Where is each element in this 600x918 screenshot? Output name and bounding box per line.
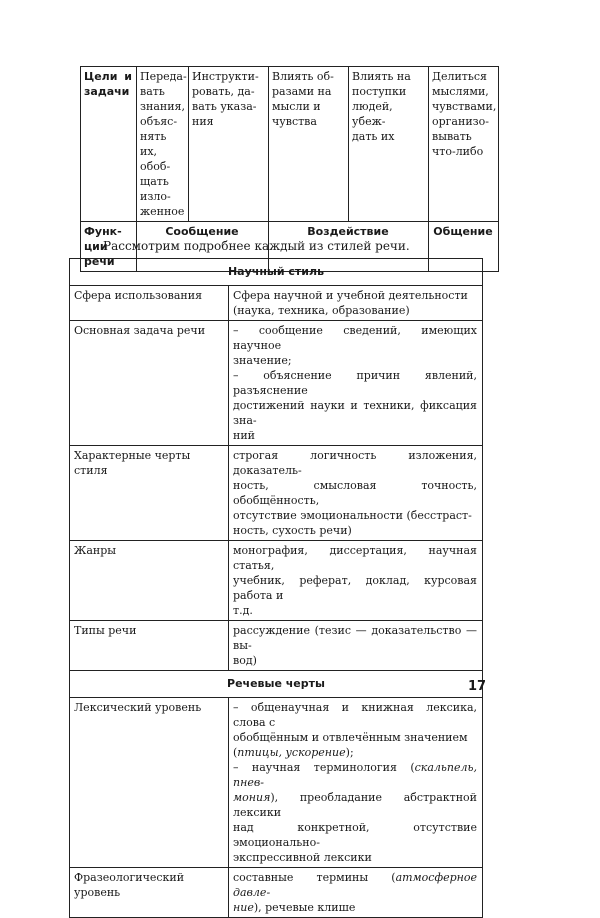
row-value: – общенаучная и книжная лексика, слова с обобщённым и отвлечённым значением (птицы, ускорение); – научная терминология (скальпель, пнев- мония), преобладание абстрактной лексики над конкретной, отсутствие эмоционально- экспрессивной лексики	[229, 698, 483, 868]
goals-row	[81, 67, 499, 222]
row-value: составные термины (атмосферное давле- ние), речевые клише	[229, 868, 483, 918]
row-value: – сообщение сведений, имеющих научное значение; – объяснение причин явлений, разъяснение достижений науки и техники, фиксация зна- ний	[229, 321, 483, 446]
goal-cell-4: Влиять на поступки людей, убеж- дать их	[349, 67, 429, 222]
page-number: 17	[468, 679, 487, 694]
section-header-row	[70, 259, 483, 286]
goal-cell-5: Делиться мыслями, чувствами, организо- вывать что-либо	[429, 67, 499, 222]
row-value: Сфера научной и учебной деятельности (наука, техника, образование)	[229, 286, 483, 321]
row-value: строгая логичность изложения, доказатель- ность, смысловая точность, обобщённость, отсутствие эмоциональности (бесстраст- ность, сухость речи)	[229, 446, 483, 541]
function-message: Сообщение	[137, 222, 269, 272]
row-label: Жанры	[70, 541, 229, 621]
section-title-speech-features: Речевые черты	[70, 671, 483, 698]
function-communication: Общение	[429, 222, 499, 272]
goal-cell-3: Влиять об- разами на мысли и чувства	[269, 67, 349, 222]
functions-label-cell: Функ- ции речи	[81, 222, 137, 272]
goal-cell-1: Переда- вать знания, объяс- нять их, обоб- щать изло- женное	[137, 67, 189, 222]
goal-cell-2: Инструкти- ровать, да- вать указа- ния	[189, 67, 269, 222]
table-row	[70, 446, 483, 541]
scientific-style-table	[69, 258, 483, 918]
table-row	[70, 286, 483, 321]
row-label: Сфера использования	[70, 286, 229, 321]
row-value: монография, диссертация, научная статья, учебник, реферат, доклад, курсовая работа и т.д.	[229, 541, 483, 621]
table-row	[70, 698, 483, 868]
row-value: рассуждение (тезис — доказательство — вы- вод)	[229, 621, 483, 671]
row-label: Фразеологический уровень	[70, 868, 229, 918]
intro-text: Рассмотрим подробнее каждый из стилей речи.	[103, 239, 410, 253]
table-row	[70, 621, 483, 671]
row-label: Лексический уровень	[70, 698, 229, 868]
table-row	[70, 868, 483, 918]
section-title-scientific: Научный стиль	[70, 259, 483, 286]
section-header-row	[70, 671, 483, 698]
row-label: Характерные черты стиля	[70, 446, 229, 541]
function-influence: Воздействие	[269, 222, 429, 272]
row-label: Основная задача речи	[70, 321, 229, 446]
goals-label-cell: Цели и задачи	[81, 67, 137, 222]
table-row	[70, 321, 483, 446]
row-label: Типы речи	[70, 621, 229, 671]
table-row	[70, 541, 483, 621]
